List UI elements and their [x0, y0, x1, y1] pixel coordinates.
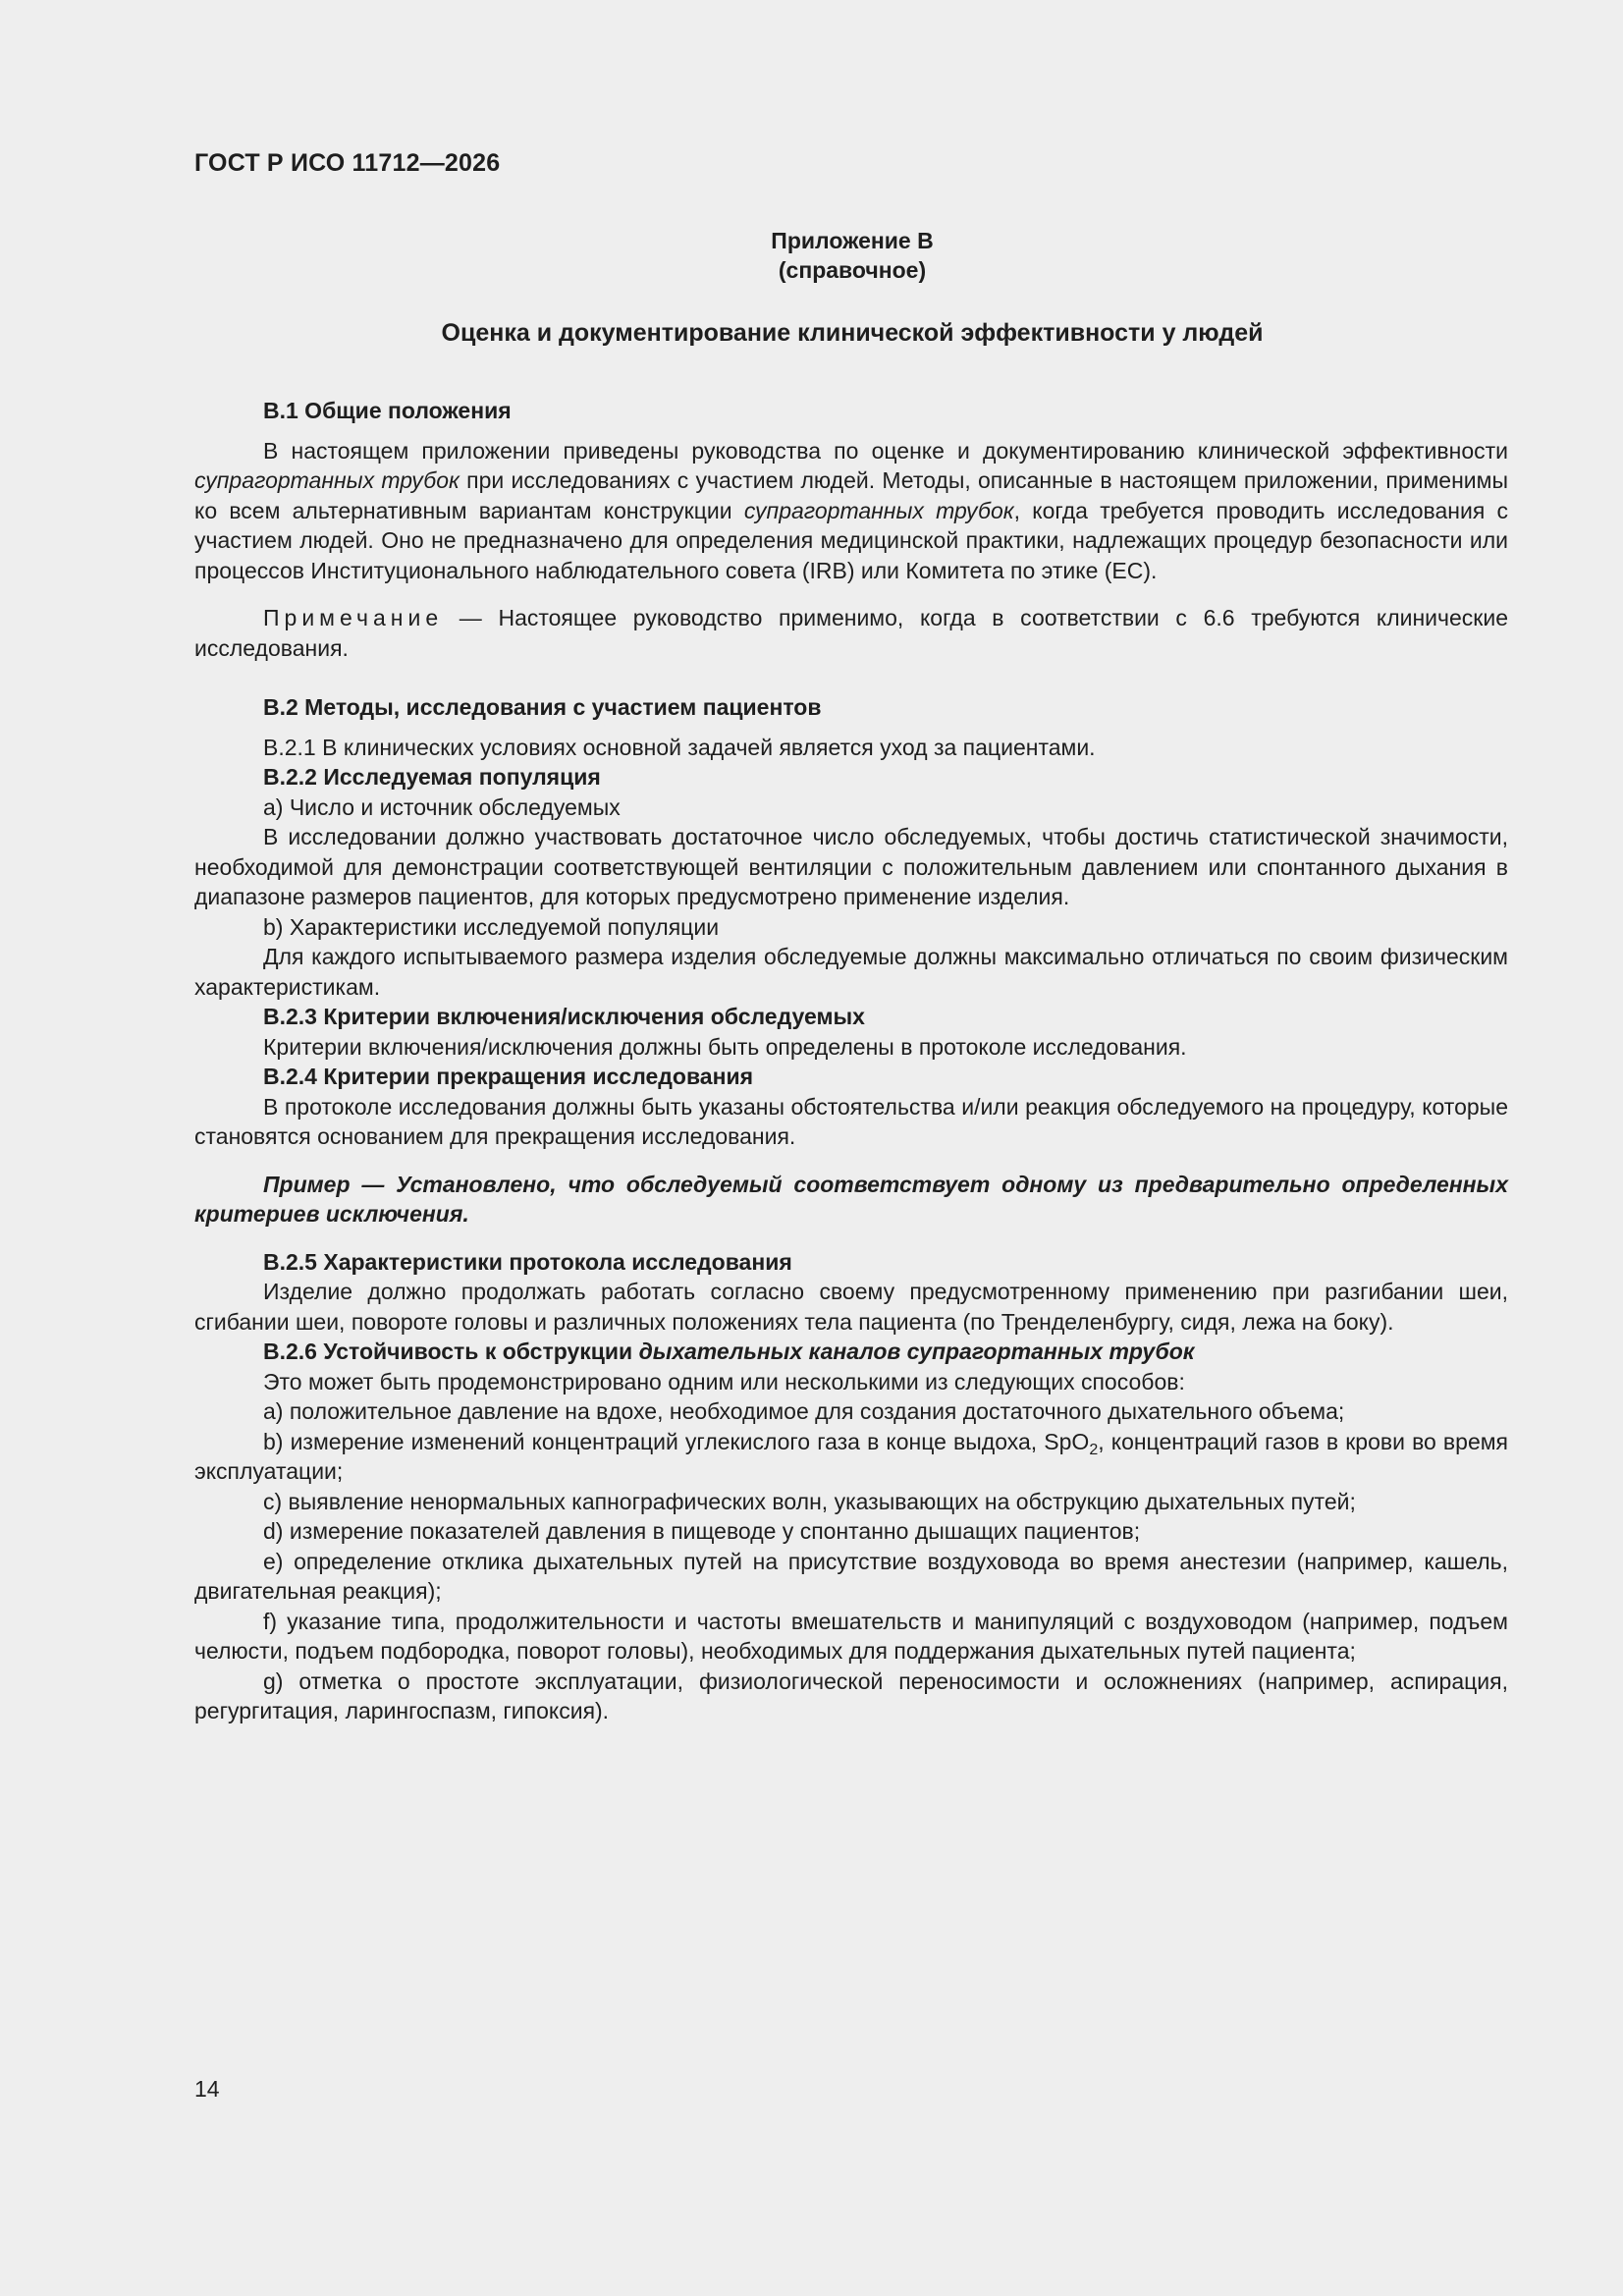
paragraph-b2-3: Критерии включения/исключения должны быть определены в протоколе исследования. [263, 1033, 1187, 1060]
annex-kind: (справочное) [778, 257, 927, 283]
paragraph-population-b: Для каждого испытываемого размера изделия обследуемые должны максимально отличаться по своим физическим характеристикам. [194, 944, 1508, 1000]
example-paragraph: Пример — Установлено, что обследуемый соответствует одному из предварительно определенных критериев исключения. [194, 1171, 1508, 1227]
list-item-e: e) определение отклика дыхательных путей на присутствие воздуховода во время анестезии (например, кашель, двигательная реакция); [194, 1548, 1508, 1604]
subsection-heading-b2-3: В.2.3 Критерии включения/исключения обследуемых [263, 1004, 865, 1029]
annex-heading [194, 226, 1510, 285]
list-item-g: g) отметка о простоте эксплуатации, физиологической переносимости и осложнениях (например, аспирация, регургитация, ларингоспазм, гипоксия). [194, 1667, 1508, 1723]
list-item-population-a: a) Число и источник обследуемых [263, 793, 621, 820]
document-body [194, 396, 1508, 1726]
list-item-c: c) выявление ненормальных капнографических волн, указывающих на обструкцию дыхательных путей; [263, 1488, 1356, 1514]
annex-label: Приложение В [771, 228, 934, 253]
list-item-f: f) указание типа, продолжительности и частоты вмешательств и манипуляций с воздуховодом (например, подъем челюсти, подъем подбородка, поворот головы), необходимых для поддержания дыхательных путей пациента; [194, 1608, 1508, 1664]
subsection-heading-b2-5: В.2.5 Характеристики протокола исследования [263, 1248, 792, 1275]
paragraph-population-a: В исследовании должно участвовать достаточное число обследуемых, чтобы достичь статистической значимости, необходимой для демонстрации соответствующей вентиляции с положительным давлением или спонтанного дыхания в диапазоне размеров пациентов, для которых предусмотрено применение изделия. [194, 824, 1508, 909]
paragraph-b1: В настоящем приложении приведены руководства по оценке и документированию клинической эффективности супрагортанных трубок при исследованиях с участием людей. Методы, описанные в настоящем приложении, применимы ко всем альтернативным вариантам конструкции супрагортанных трубок, когда требуется проводить исследования с участием людей. Оно не предназначено для определения медицинской практики, надлежащих процедур безопасности или процессов Институционального наблюдательного совета (IRB) или Комитета по этике (EC). [194, 437, 1509, 583]
section-heading-b1: В.1 Общие положения [263, 398, 512, 423]
list-item-b: b) измерение изменений концентраций углекислого газа в конце выдоха, SpO$_2$, концентраций газов в крови во время эксплуатации; [194, 1428, 1509, 1484]
paragraph-b2-5: Изделие должно продолжать работать согласно своему предусмотренному применению при разгибании шеи, сгибании шеи, повороте головы и различных положениях тела пациента (по Тренделенбургу, сидя, лежа на боку). [194, 1279, 1508, 1335]
section-heading-b2: В.2 Методы, исследования с участием пациентов [263, 694, 822, 720]
document-code: ГОСТ Р ИСО 11712—2026 [194, 149, 501, 177]
subsection-heading-b2-4: В.2.4 Критерии прекращения исследования [263, 1064, 754, 1089]
subsection-heading-b2-6: В.2.6 Устойчивость к обструкции дыхательных каналов супрагортанных трубок [263, 1339, 1195, 1364]
subsection-heading-b2-2: В.2.2 Исследуемая популяция [263, 764, 601, 790]
paragraph-b2-1: В.2.1 В клинических условиях основной задачей является уход за пациентами. [263, 734, 1096, 760]
paragraph-b2-4: В протоколе исследования должны быть указаны обстоятельства и/или реакция обследуемого на процедуру, которые становятся основанием для прекращения исследования. [194, 1093, 1508, 1149]
list-item-d: d) измерение показателей давления в пищеводе у спонтанно дышащих пациентов; [263, 1518, 1141, 1544]
note-label: Примечание [263, 605, 444, 630]
list-item-a: a) положительное давление на вдохе, необходимое для создания достаточного дыхательного объема; [263, 1398, 1345, 1424]
list-item-population-b: b) Характеристики исследуемой популяции [263, 913, 720, 940]
page-number: 14 [194, 2076, 220, 2102]
annex-title: Оценка и документирование клинической эффективности у людей [441, 319, 1264, 347]
paragraph-b2-6-intro: Это может быть продемонстрировано одним или несколькими из следующих способов: [263, 1368, 1185, 1394]
note-paragraph: Примечание — Настоящее руководство применимо, когда в соответствии с 6.6 требуются клинические исследования. [194, 605, 1508, 661]
